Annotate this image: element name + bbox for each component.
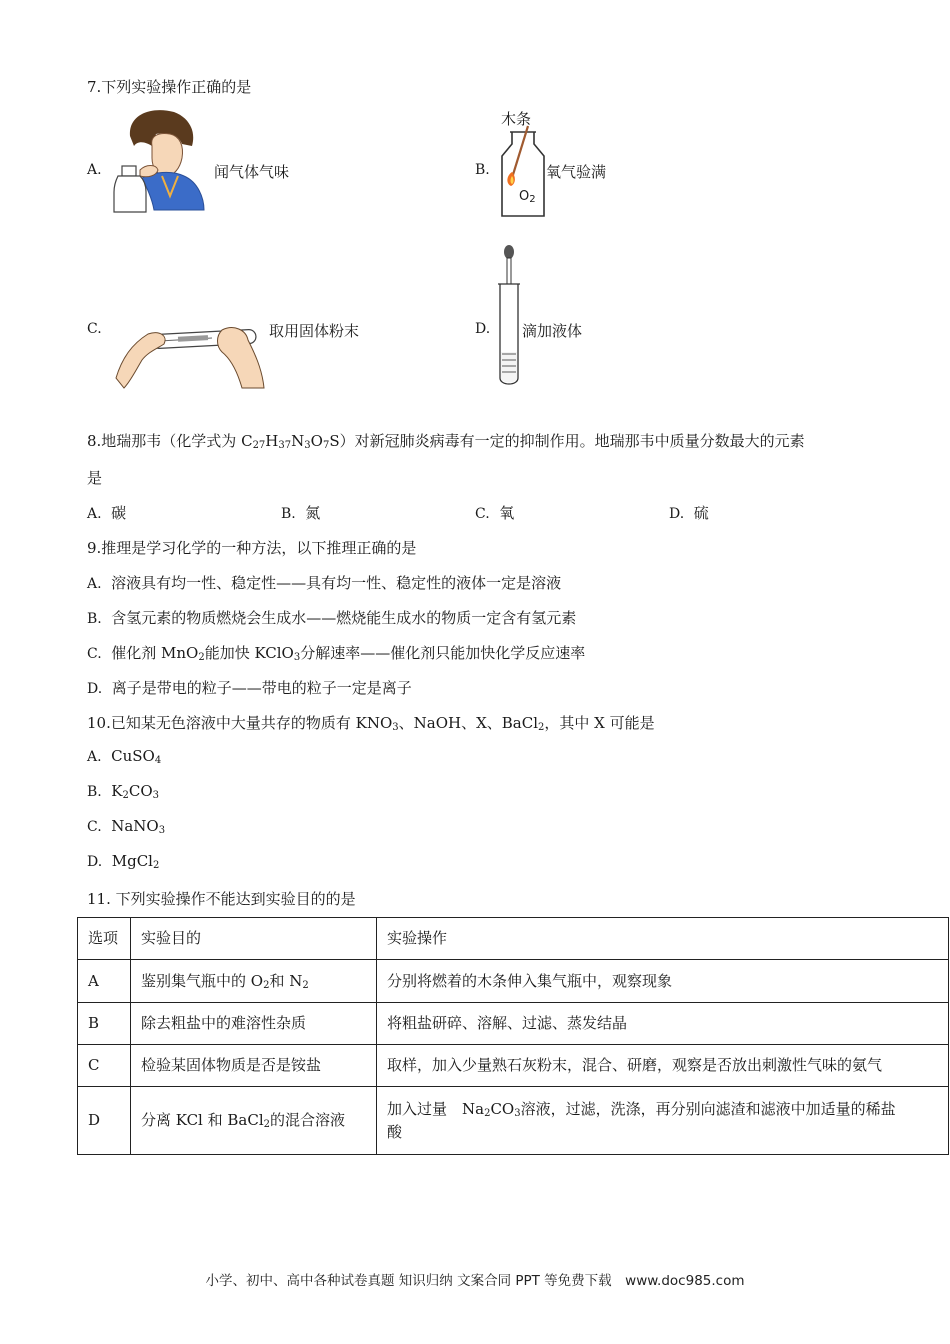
row-c-option: C bbox=[78, 1045, 131, 1087]
q9-option-c: C. 催化剂 MnO$_2$能加快 KClO$_3$分解速率——催化剂只能加快化学反应速率 bbox=[87, 644, 586, 663]
powder-tube-figure bbox=[112, 318, 266, 390]
q9-option-b: B. 含氢元素的物质燃烧会生成水——燃烧能生成水的物质一定含有氢元素 bbox=[87, 609, 577, 627]
q7-option-a-letter: A. bbox=[87, 162, 102, 178]
q7-option-c-text: 取用固体粉末 bbox=[269, 322, 360, 340]
q10-stem: 10.已知某无色溶液中大量共存的物质有 $KNO_3$、NaOH、X、BaCl$_2$，其中 X 可能是 bbox=[87, 714, 655, 733]
page-footer: 小学、初中、高中各种试卷真题 知识归纳 文案合同 PPT 等免费下载 www.doc985.com bbox=[205, 1273, 745, 1289]
experiment-table bbox=[77, 917, 949, 1155]
o2-label: $O_2$ bbox=[519, 189, 536, 205]
q7-option-d-text: 滴加液体 bbox=[522, 322, 583, 340]
q8-option-c: C. 氧 bbox=[475, 504, 515, 522]
q8-stem-line2: 是 bbox=[87, 469, 103, 487]
q8-option-a: A. 碳 bbox=[87, 504, 127, 522]
q7-option-c-letter: C. bbox=[87, 321, 102, 337]
q9-option-a: A. 溶液具有均一性、稳定性——具有均一性、稳定性的液体一定是溶液 bbox=[87, 574, 562, 592]
table-row bbox=[78, 1045, 949, 1087]
row-a-operation: 分别将燃着的木条伸入集气瓶中，观察现象 bbox=[377, 960, 949, 1003]
dropper-tube-figure bbox=[496, 244, 522, 390]
row-a-purpose: 鉴别集气瓶中的 $O_2$和 $N_2$ bbox=[131, 960, 377, 1003]
row-b-operation: 将粗盐研碎、溶解、过滤、蒸发结晶 bbox=[377, 1003, 949, 1045]
q10-option-a: A. CuSO$_4$ bbox=[87, 747, 162, 766]
q10-option-b: B. $K_2CO_3$ bbox=[87, 782, 160, 801]
row-c-operation: 取样，加入少量熟石灰粉末，混合、研磨，观察是否放出刺激性气味的氨气 bbox=[377, 1045, 949, 1087]
q7-option-d-letter: D. bbox=[475, 321, 491, 337]
header-purpose: 实验目的 bbox=[131, 918, 377, 960]
q8-option-d: D. 硫 bbox=[669, 504, 709, 522]
row-d-option: D bbox=[78, 1087, 131, 1155]
q7-option-b-letter: B. bbox=[475, 162, 490, 178]
q10-option-c: C. NaNO$_3$ bbox=[87, 817, 166, 836]
q7-option-b-text: 氧气验满 bbox=[546, 163, 607, 181]
smell-gas-figure bbox=[112, 106, 208, 218]
wood-stick-label: 木条 bbox=[501, 110, 532, 128]
row-b-option: B bbox=[78, 1003, 131, 1045]
q9-stem: 9.推理是学习化学的一种方法，以下推理正确的是 bbox=[87, 539, 417, 557]
row-a-option: A bbox=[78, 960, 131, 1003]
row-d-purpose: 分离 KCl 和 BaCl$_2$的混合溶液 bbox=[131, 1087, 377, 1155]
table-header-row bbox=[78, 918, 949, 960]
row-c-purpose: 检验某固体物质是否是铵盐 bbox=[131, 1045, 377, 1087]
q8-option-b: B. 氮 bbox=[281, 504, 321, 522]
table-row bbox=[78, 960, 949, 1003]
q10-option-d: D. MgCl$_2$ bbox=[87, 852, 160, 871]
q9-option-d: D. 离子是带电的粒子——带电的粒子一定是离子 bbox=[87, 679, 412, 697]
q8-stem-line1: 8.地瑞那韦（化学式为 $C_{27}H_{37}N_3O_7S$）对新冠肺炎病毒有一定的抑制作用。地瑞那韦中质量分数最大的元素 bbox=[87, 432, 805, 451]
q7-stem: 7.下列实验操作正确的是 bbox=[87, 78, 252, 96]
row-d-operation: 加入过量 $Na_2CO_3$溶液，过滤，洗涤，再分别向滤渣和滤液中加适量的稀盐 酸 bbox=[377, 1087, 949, 1155]
header-operation: 实验操作 bbox=[377, 918, 949, 960]
table-row bbox=[78, 1087, 949, 1155]
q11-stem: 11. 下列实验操作不能达到实验目的的是 bbox=[87, 890, 356, 908]
table-row bbox=[78, 1003, 949, 1045]
row-b-purpose: 除去粗盐中的难溶性杂质 bbox=[131, 1003, 377, 1045]
oxygen-bottle-figure bbox=[498, 126, 548, 220]
header-option: 选项 bbox=[78, 918, 131, 960]
q7-option-a-text: 闻气体气味 bbox=[214, 163, 290, 181]
